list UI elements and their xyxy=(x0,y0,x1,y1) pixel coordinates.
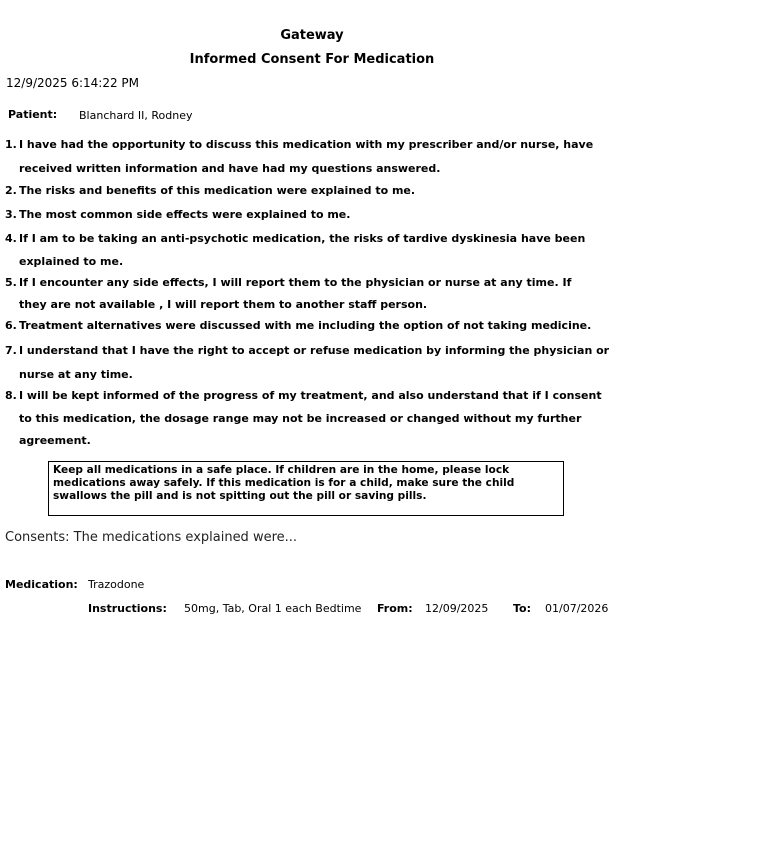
instructions-value: 50mg, Tab, Oral 1 each Bedtime xyxy=(184,602,362,615)
statement-number: 8. xyxy=(5,389,17,402)
medication-name: Trazodone xyxy=(88,578,145,591)
statement-number: 5. xyxy=(5,276,17,289)
statement-5-line-2: they are not available , I will report them to another staff person. xyxy=(19,298,428,311)
statement-text: I understand that I have the right to accept or refuse medication by informing the physician or xyxy=(19,344,610,357)
safety-note-line: medications away safely. If this medication is for a child, make sure the child xyxy=(53,477,515,489)
patient-name: Blanchard II, Rodney xyxy=(79,109,193,122)
statement-1-line-1 xyxy=(5,138,593,151)
patient-label: Patient: xyxy=(8,108,58,121)
statement-1-line-2: received written information and have had my questions answered. xyxy=(19,162,441,175)
statement-number: 7. xyxy=(5,344,17,357)
statement-8-line-1 xyxy=(5,389,602,402)
statement-number: 3. xyxy=(5,208,17,221)
consents-heading: Consents: The medications explained were... xyxy=(5,530,298,545)
statement-4-line-2: explained to me. xyxy=(19,255,124,268)
statement-4-line-1 xyxy=(5,232,585,245)
medication-label: Medication: xyxy=(5,578,78,591)
statement-number: 4. xyxy=(5,232,17,245)
instructions-label: Instructions: xyxy=(88,602,167,615)
statement-8-line-2: to this medication, the dosage range may not be increased or changed without my further xyxy=(19,412,582,425)
statement-number: 2. xyxy=(5,184,17,197)
from-date: 12/09/2025 xyxy=(425,602,489,615)
organization-name: Gateway xyxy=(280,28,344,43)
statement-text: If I am to be taking an anti-psychotic medication, the risks of tardive dyskinesia have been xyxy=(19,232,586,245)
statement-6 xyxy=(5,319,591,332)
statement-5-line-1 xyxy=(5,276,571,289)
safety-note-line: Keep all medications in a safe place. If children are in the home, please lock xyxy=(53,464,510,476)
statement-text: I have had the opportunity to discuss this medication with my prescriber and/or nurse, have xyxy=(19,138,594,151)
statement-7-line-1 xyxy=(5,344,609,357)
document-title: Informed Consent For Medication xyxy=(189,52,435,67)
to-date: 01/07/2026 xyxy=(545,602,609,615)
print-timestamp: 12/9/2025 6:14:22 PM xyxy=(6,76,140,90)
statement-number: 1. xyxy=(5,138,17,151)
statement-2 xyxy=(5,184,415,197)
statement-7-line-2: nurse at any time. xyxy=(19,368,133,381)
statement-number: 6. xyxy=(5,319,17,332)
statement-text: The risks and benefits of this medication were explained to me. xyxy=(19,184,416,197)
to-label: To: xyxy=(513,602,531,615)
statement-8-line-3: agreement. xyxy=(19,434,91,447)
statement-text: The most common side effects were explained to me. xyxy=(19,208,351,221)
statement-text: I will be kept informed of the progress of my treatment, and also understand that if I consent xyxy=(19,389,602,402)
safety-note-line: swallows the pill and is not spitting out the pill or saving pills. xyxy=(53,490,427,502)
from-label: From: xyxy=(377,602,413,615)
statement-3 xyxy=(5,208,350,221)
statement-text: Treatment alternatives were discussed with me including the option of not taking medicine. xyxy=(19,319,592,332)
statement-text: If I encounter any side effects, I will report them to the physician or nurse at any time. If xyxy=(19,276,572,289)
safety-note-box xyxy=(48,461,564,516)
